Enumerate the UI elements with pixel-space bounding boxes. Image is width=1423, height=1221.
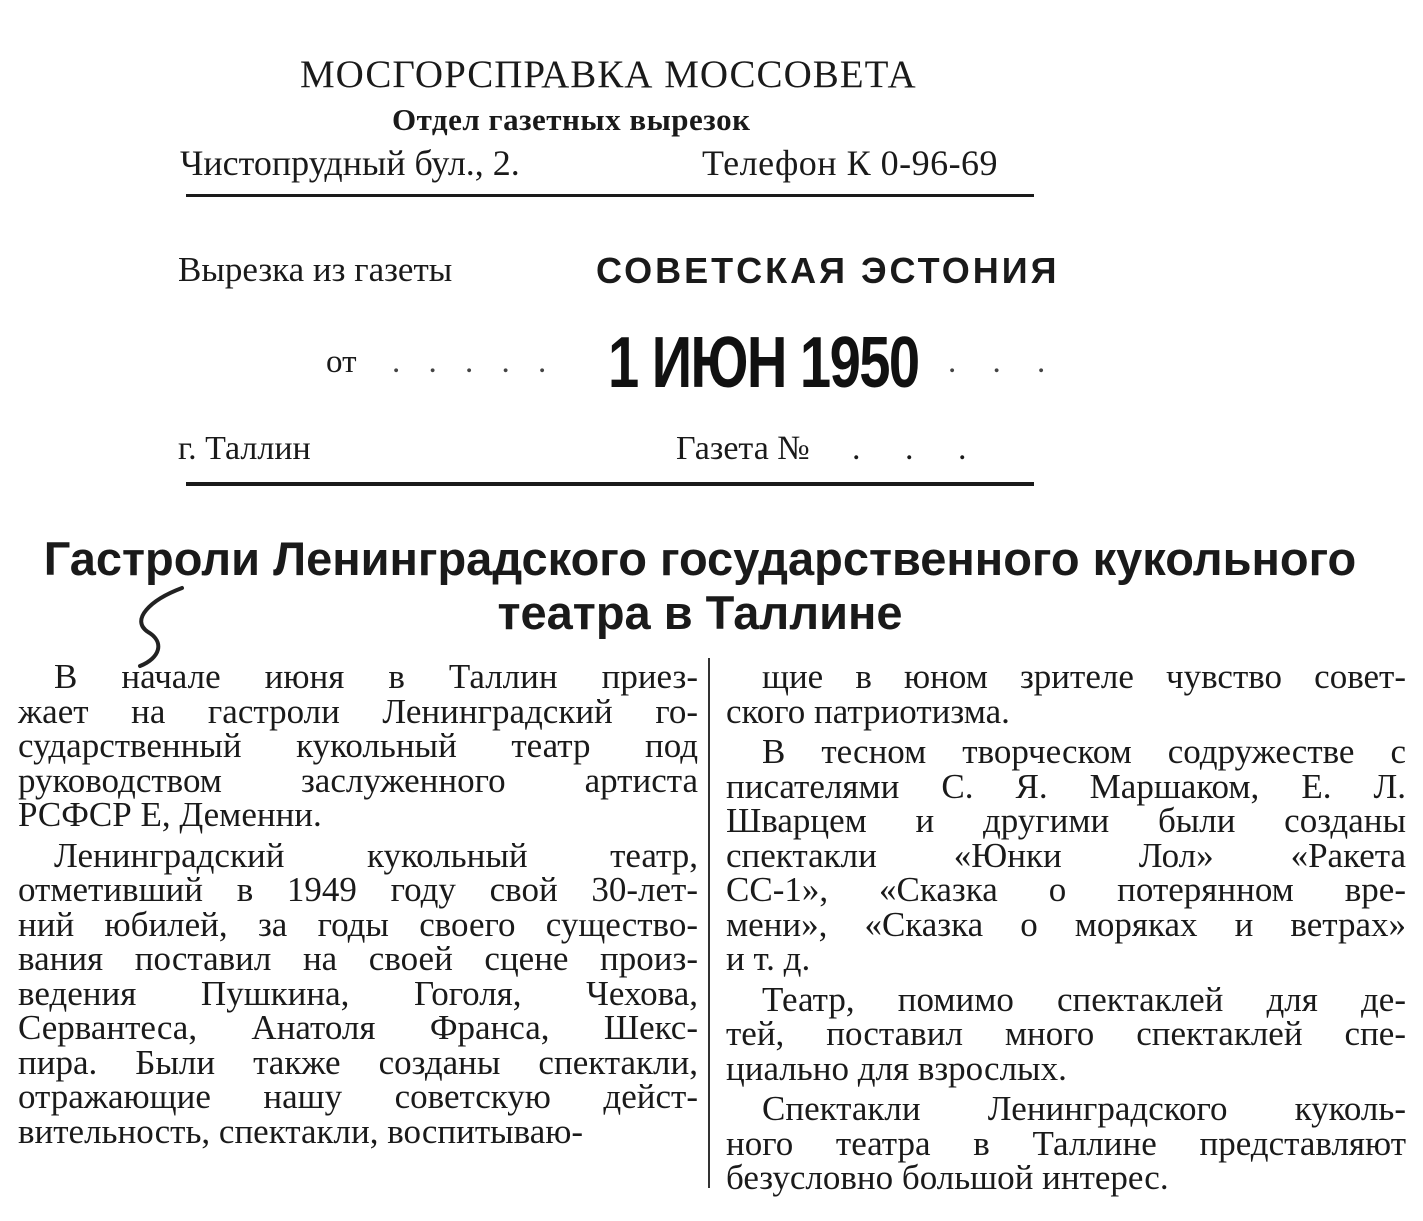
article-text-line: и т. д. [726,939,811,978]
newspaper-name: СОВЕТСКАЯ ЭСТОНИЯ [596,250,1060,291]
date-label: от [326,344,357,380]
date-dots-left: . . . . . [392,344,557,380]
organization-name: МОСГОРСПРАВКА МОССОВЕТА [300,53,917,96]
header-divider [186,194,1034,197]
cutting-label: Вырезка из газеты [178,250,453,289]
article-text-line: ного театра в Таллине представляют [726,1123,1406,1163]
article-text-line: ского патриотизма. [726,691,1010,731]
issue-label: Газета № [676,430,810,467]
article-text-line: вания поставил на своей сцене произ- [18,939,698,978]
article-text-line: Театр, помимо спектаклей для де- [762,979,1406,1019]
article-text-line: безусловно большой интерес. [726,1158,1169,1197]
article-text-line: отражающие нашу советскую дейст- [18,1077,698,1116]
article-text-line: циально для взрослых. [726,1048,1067,1088]
article-text-line: отметивший в 1949 году свой 30-лет- [18,870,698,909]
headline-line-2: театра в Таллине [497,586,903,639]
article-text-line: вительность, спектакли, воспитываю- [18,1111,584,1151]
article-text-line: сударственный кукольный театр под [18,726,698,765]
article-text-line: щие в юном зрителе чувство совет- [762,657,1406,696]
article-text-line: писателями С. Я. Маршаком, Е. Л. [726,766,1406,806]
article-text-line: руководством заслуженного артиста [18,760,698,800]
date-stamp: 1 ИЮН 1950 [608,323,919,403]
article-text-line: РСФСР Е, Деменни. [18,795,322,834]
issue-dots: . . . [852,430,985,467]
article-right-column [726,657,1406,1197]
article-text-line: ний юбилей, за годы своего существо- [18,904,698,944]
article-text-line: Спектакли Ленинградского куколь- [762,1089,1406,1128]
article-text-line: Ленинградский кукольный театр, [54,835,698,875]
article-text-line: мени», «Сказка о моряках и ветрах» [726,904,1406,944]
department-name: Отдел газетных вырезок [392,102,751,137]
date-dots-right: . . . [948,344,1060,380]
headline-line-1: Гастроли Ленинградского государственного кукольного [43,532,1357,585]
city: г. Таллин [178,430,311,467]
phone: Телефон К 0-96-69 [702,143,999,183]
article-headline [40,532,1360,640]
address: Чистопрудный бул., 2. [180,143,520,183]
article-text-line: пира. Были также созданы спектакли, [18,1042,698,1082]
article-text-line: тей, поставил много спектаклей спе- [726,1014,1406,1053]
article-text-line: СС-1», «Сказка о потерянном вре- [726,870,1406,909]
article-left-column [18,657,698,1151]
article-text-line: Шварцем и другими были созданы [726,801,1406,840]
article-text-line: ведения Пушкина, Гоголя, Чехова, [18,973,698,1013]
article-text-line: В тесном творческом содружестве с [762,732,1406,771]
slip-bottom-divider [186,482,1034,486]
article-text-line: спектакли «Юнки Лол» «Ракета [726,835,1406,875]
article-text-line: жает на гастроли Ленинградский го- [18,691,698,731]
column-divider [708,658,710,1188]
article-text-line: Сервантеса, Анатоля Франса, Шекс- [18,1008,698,1047]
article-text-line: В начале июня в Таллин приез- [54,657,698,696]
